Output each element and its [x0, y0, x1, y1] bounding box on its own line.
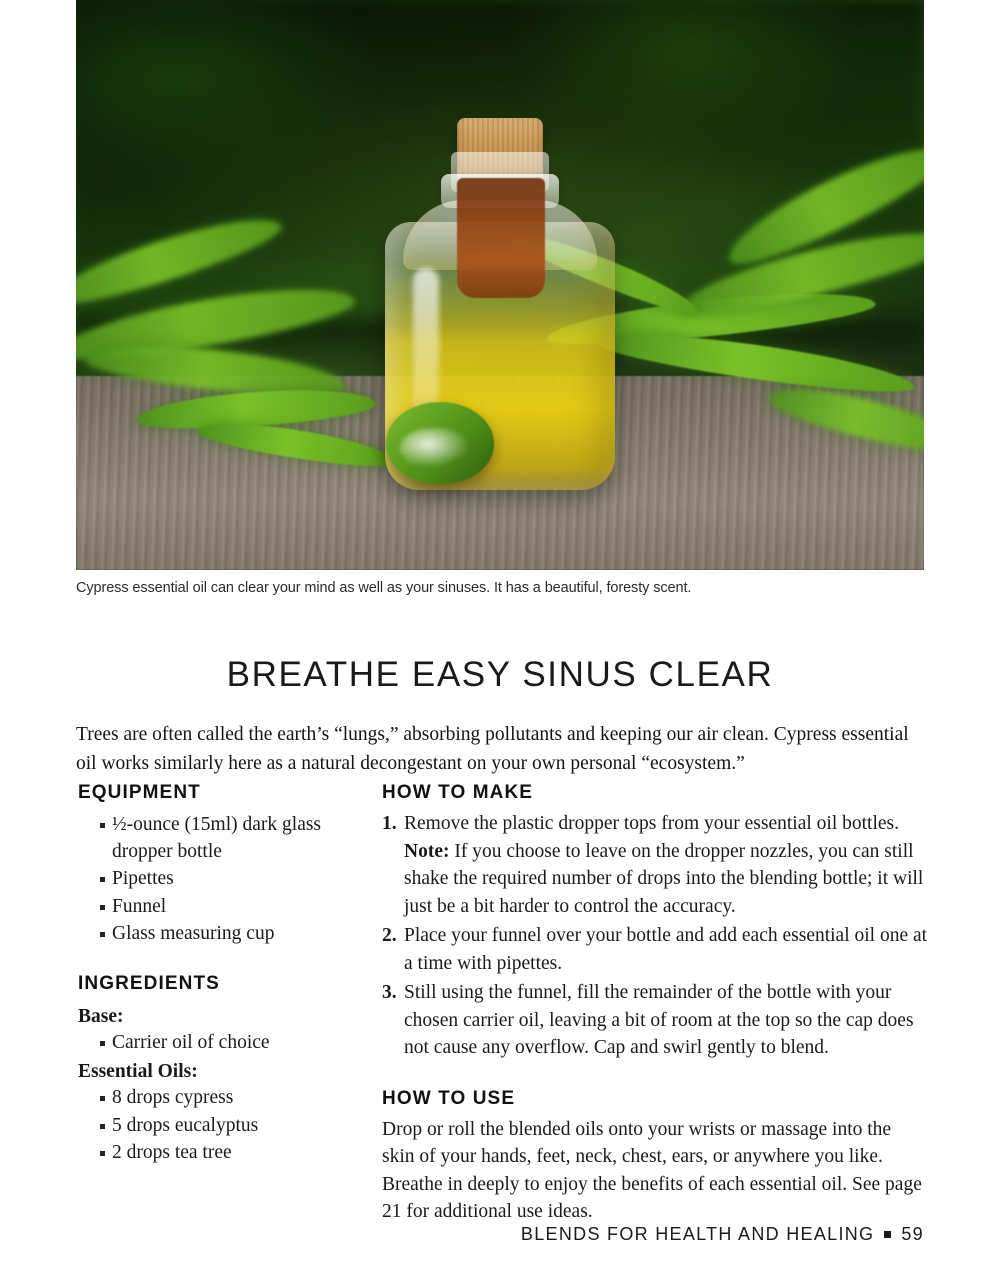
- list-item: [382, 810, 928, 920]
- step-text: Place your funnel over your bottle and add each essential oil one at a time with pipettes.: [404, 925, 928, 974]
- cypress-cone: [386, 402, 494, 484]
- step-note: If you choose to leave on the dropper nozzles, you can still shake the required number of drops into the blending bottle; it will just be a bit harder to control the accuracy.: [404, 840, 924, 917]
- bottle-inner-contents: [457, 178, 545, 298]
- list-item: Glass measuring cup: [100, 921, 358, 948]
- list-item: Carrier oil of choice: [100, 1030, 358, 1057]
- list-item: Funnel: [100, 894, 358, 921]
- step-note-label: Note:: [404, 840, 450, 862]
- ingredients-base-label: Base:: [78, 1005, 124, 1027]
- equipment-list: [78, 812, 358, 948]
- list-item: 2 drops tea tree: [100, 1140, 358, 1167]
- ingredients-heading: INGREDIENTS: [78, 972, 220, 994]
- photo-background: [76, 0, 924, 570]
- spacer: [78, 949, 358, 973]
- photo-caption: Cypress essential oil can clear your mind as well as your sinuses. It has a beautiful, foresty scent.: [76, 580, 692, 596]
- how-to-use-heading: HOW TO USE: [382, 1087, 516, 1109]
- how-to-make-steps: [382, 810, 928, 1062]
- ingredients-oils-label: Essential Oils:: [78, 1061, 198, 1082]
- list-item: ½-ounce (15ml) dark glass dropper bottle: [100, 812, 358, 865]
- list-item: [382, 922, 928, 977]
- list-item: 8 drops cypress: [100, 1085, 358, 1112]
- page-title: BREATHE EASY SINUS CLEAR: [226, 655, 774, 695]
- step-text: Remove the plastic dropper tops from your essential oil bottles.: [404, 813, 899, 834]
- page-number: 59: [901, 1224, 924, 1244]
- list-item: 5 drops eucalyptus: [100, 1113, 358, 1140]
- how-to-use-text: Drop or roll the blended oils onto your wrists or massage into the skin of your hands, feet, neck, chest, ears, or anywhere you like. Breathe in deeply to enjoy the benefits of each essential oil. See page 21 for additional use ideas.: [382, 1118, 922, 1222]
- left-column: [78, 782, 358, 1168]
- ingredients-base-list: [78, 1030, 358, 1057]
- page-footer: [521, 1224, 924, 1245]
- cone-frost: [400, 428, 470, 468]
- list-item: [382, 979, 928, 1062]
- recipe-photo: [76, 0, 924, 570]
- ingredients-oils-list: [78, 1085, 358, 1167]
- spacer: [382, 1064, 928, 1088]
- step-text: Still using the funnel, fill the remainder of the bottle with your chosen carrier oil, leaving a bit of room at the top so the cap does not cause any overflow. Cap and swirl gently to blend.: [404, 982, 914, 1058]
- footer-square-icon: [884, 1231, 891, 1238]
- right-column: [382, 782, 928, 1226]
- list-item: Pipettes: [100, 866, 358, 893]
- footer-section-title: BLENDS FOR HEALTH AND HEALING: [520, 1224, 875, 1244]
- equipment-heading: EQUIPMENT: [78, 782, 201, 803]
- intro-paragraph: Trees are often called the earth’s “lungs,” absorbing pollutants and keeping our air clean. Cypress essential oil works similarly here as a natural decongestant on your own personal “ecosystem.”: [76, 723, 909, 774]
- how-to-make-heading: HOW TO MAKE: [382, 782, 534, 803]
